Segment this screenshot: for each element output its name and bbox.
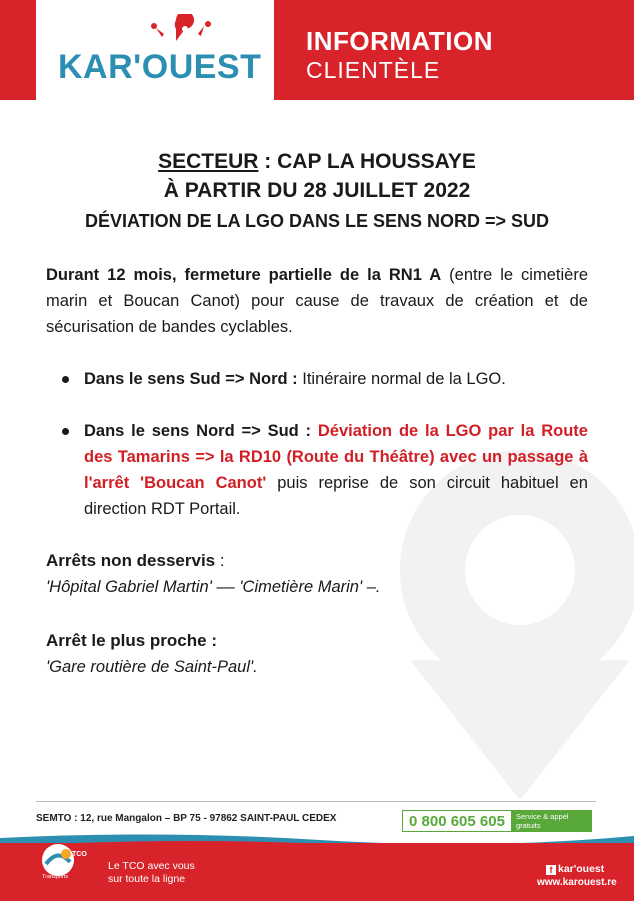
info-title: INFORMATION [306, 26, 493, 56]
logo-text: KAR'OUEST [58, 48, 262, 86]
bullet-dot-icon [62, 428, 69, 435]
tco-tagline [108, 860, 195, 886]
nearest-stop-label: Arrêt le plus proche : [46, 631, 217, 650]
intro-rest: (entre le cimetière marin et Boucan Canot) pour cause de travaux de création et de sécurisation de bandes cyclables. [46, 266, 588, 336]
deviation-line: DÉVIATION DE LA LGO DANS LE SENS NORD => SUD [84, 211, 550, 231]
footer-divider [36, 801, 596, 802]
notice-content [46, 262, 588, 680]
bullet-label: Dans le sens Nord => Sud : [84, 422, 312, 440]
date-line: À PARTIR DU 28 JUILLET 2022 [163, 179, 471, 202]
stops-not-served-colon: : [215, 551, 225, 570]
website-link[interactable]: www.karouest.re [537, 877, 617, 888]
phone-number-box[interactable] [402, 810, 512, 832]
sector-value: : CAP LA HOUSSAYE [258, 150, 476, 173]
phone-tag-line1: Service & appel [516, 812, 569, 821]
bullet-text: Itinéraire normal de la LGO. [297, 370, 506, 388]
intro-bold: Durant 12 mois, fermeture partielle de la RN1 A [46, 266, 442, 284]
facebook-icon: f [546, 865, 556, 875]
intro-paragraph [46, 262, 588, 340]
stops-not-served-heading [46, 548, 588, 574]
tco-label: TCO [72, 851, 87, 858]
header-left-strip [0, 0, 36, 100]
nearest-stop [46, 628, 588, 680]
direction-list [46, 366, 588, 522]
header [0, 0, 634, 100]
info-subtitle: CLIENTÈLE [306, 57, 441, 83]
bullet-red-text: Déviation de la LGO par la Route des Tamarins => la RD10 (Route du Théâtre) avec un passage à l'arrêt 'Boucan Canot' [84, 422, 588, 492]
bullet-text: puis reprise de son circuit habituel en direction RDT Portail. [84, 474, 588, 518]
social-name: kar'ouest [558, 863, 605, 875]
phone-tag-line2: gratuits [516, 821, 541, 830]
sector-line [0, 148, 634, 176]
list-item [62, 418, 588, 522]
stops-not-served [46, 548, 588, 600]
list-item [62, 366, 588, 392]
stops-not-served-value: 'Hôpital Gabriel Martin' –– 'Cimetière Marin' –. [46, 578, 381, 596]
footer-band [0, 843, 634, 901]
bullet-dot-icon [62, 376, 69, 383]
nearest-stop-value: 'Gare routière de Saint-Paul'. [46, 658, 258, 676]
facebook-link[interactable] [546, 863, 604, 875]
phone-free-tag [512, 810, 592, 832]
phone-number: 0 800 605 605 [409, 813, 505, 830]
karouest-logo [36, 0, 274, 100]
company-address: SEMTO : 12, rue Mangalon – BP 75 - 97862 SAINT-PAUL CEDEX [36, 813, 337, 824]
tco-tagline-1: Le TCO avec vous [108, 860, 195, 872]
tco-tagline-2: sur toute la ligne [108, 873, 186, 885]
tco-transports: Transports [42, 874, 69, 880]
header-info-block [274, 0, 634, 100]
title-block [0, 148, 634, 236]
bullet-label: Dans le sens Sud => Nord : [84, 370, 298, 388]
sector-label: SECTEUR [158, 150, 259, 173]
stops-not-served-label: Arrêts non desservis [46, 551, 216, 570]
